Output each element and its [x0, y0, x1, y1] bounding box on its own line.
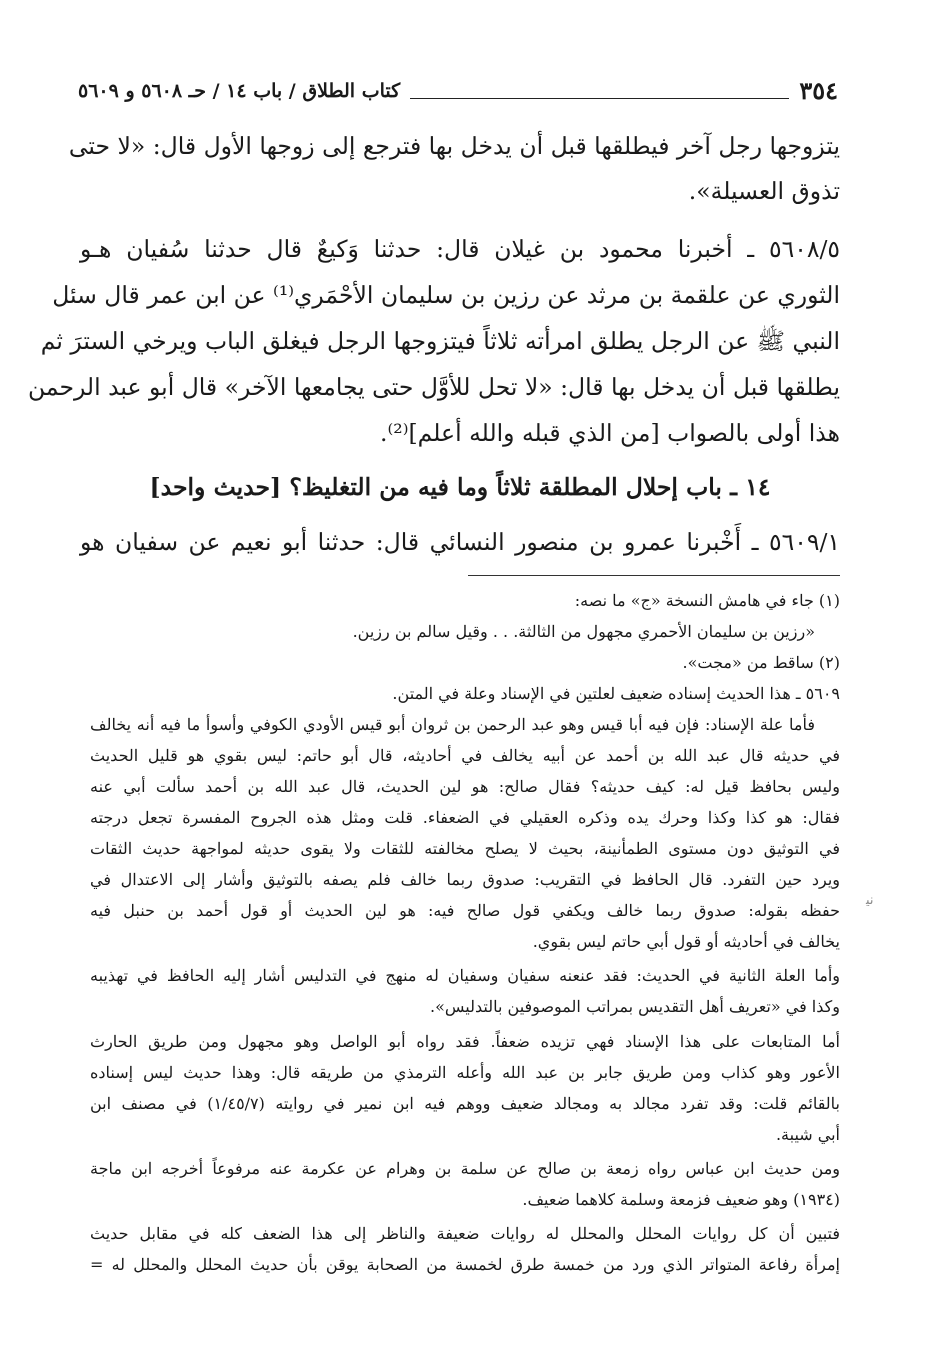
hadith-5608-line: ٥٦٠٨/٥ ـ أخبرنا محمود بن غيلان قال: حدثنا وَكيعٌ قال حدثنا سُفيان هـو: [80, 235, 840, 263]
commentary-line: بالقائم قلت: وقد تفرد مجالد به ومجالد ضعيف ووهم فيه ابن نمير في روايته (١/٤٥/٧) في مصنف ابن: [90, 1094, 841, 1113]
commentary-line: ويرد حين التفرد. قال الحافظ في التقريب: صدوق ربما خالف فلم يصفه بالتوثيق وأشار إلى الاعتدال في: [90, 870, 840, 889]
footnote-2: (٢) ساقط من «مجت».: [682, 653, 840, 672]
margin-mark: ﻧﯿ: [866, 893, 874, 908]
chapter-heading: ١٤ ـ باب إحلال المطلقة ثلاثاً وما فيه من التغليظ؟ [حديث واحد]: [149, 473, 771, 501]
main-line: يتزوجها رجل آخر فيطلقها قبل أن يدخل بها فترجع إلى زوجها الأول قال: «لا حتى: [68, 132, 840, 160]
hadith-5609-line: ٥٦٠٩/١ ـ أَخْبرنا عمرو بن منصور النسائي قال: حدثنا أبو نعيم عن سفيان هو: [80, 528, 840, 556]
footnote-1-text: «رزين بن سليمان الأحمري مجهول من الثالثة. . . وقيل سالم بن رزين.: [352, 622, 815, 641]
running-head: كتاب الطلاق / باب ١٤ / حـ ٥٦٠٨ و ٥٦٠٩: [78, 80, 401, 102]
commentary-line: في حديثه قال عبد الله بن أحمد عن أبيه يخالف في أحاديثه، قال أبو حاتم: ليس بقوي هو قليل الحديث: [90, 746, 840, 765]
page-header: [78, 72, 838, 106]
main-line: النبي ﷺ عن الرجل يطلق امرأته ثلاثاً فيتزوجها الرجل فيغلق الباب ويرخي السترَ ثم: [40, 327, 840, 355]
commentary-line: وأما العلة الثانية في الحديث: فقد عنعنه سفيان وسفيان له منهج في التدليس أشار إليه الحافظ في تهذيبه: [90, 966, 840, 985]
commentary-line: فأما علة الإسناد: فإن فيه أبا قيس وهو عبد الرحمن بن ثروان أبو قيس الأودي الكوفي وأسوأ ما فيه أنه يخالف: [90, 715, 815, 734]
commentary-line: إمرأة رفاعة المتواتر الذي ورد من خمسة طرق لخمسة من الصحابة يوقن بأن حديث المحلل والمحلل له =: [90, 1255, 840, 1274]
commentary-line: أما المتابعات على هذا الإسناد فهي تزيده ضعفاً. فقد رواه أبو الواصل وهو مجهول ومن طريق الحارث: [90, 1032, 840, 1051]
main-line: هذا أولى بالصواب [من الذي قبله والله أعلم]⁽²⁾.: [380, 419, 840, 447]
commentary-line: أبي شيبة.: [775, 1125, 840, 1144]
commentary-line: ومن حديث ابن عباس رواه زمعة بن صالح عن سلمة بن وهرام عن عكرمة عنه مرفوعاً أخرجه ابن ماجة: [90, 1159, 840, 1178]
commentary-line: الأعور وهو كذاب ومن طريق جابر بن عبد الله وأعله الترمذي من طريقه قال: وهذا حديث ليس إسناده: [90, 1063, 840, 1082]
commentary-line: فقال: هو كذا وكذا وحرك يده وذكره العقيلي في الضعفاء. قلت ومثل هذه الجروح المفسرة تجعل درجته: [90, 808, 840, 827]
main-line: الثوري عن علقمة بن مرثد عن رزين بن سليمان الأحْمَري⁽¹⁾ عن ابن عمر قال سئل: [52, 281, 840, 309]
commentary-line: يخالف في أحاديثه أو قول أبي حاتم ليس بقوي.: [532, 932, 840, 951]
main-line: يطلقها قبل أن يدخل بها قال: «لا تحل للأوَّل حتى يجامعها الآخر» قال أبو عبد الرحمن: [27, 373, 840, 401]
footnote-1: (١) جاء في هامش النسخة «ج» ما نصه:: [574, 591, 840, 610]
commentary-line: (١٩٣٤) وهو ضعيف فزمعة وسلمة كلاهما ضعيف.: [522, 1190, 840, 1209]
commentary-line: حفظه بقوله: صدوق ربما خالف ويكفي قول صالح فيه: هو لين الحديث أو قول أحمد بن حنبل فيه: [90, 901, 841, 920]
footnote-rule: [468, 575, 840, 576]
commentary-title: ٥٦٠٩ ـ هذا الحديث إسناده ضعيف لعلتين في الإسناد وعلة في المتن.: [392, 684, 840, 703]
commentary-line: وليس بحافظ قيل له: كيف حديثه؟ فقال صالح: هو لين الحديث، قال عبد الله بن أحمد سألت أبي عنه: [90, 777, 840, 796]
header-rule: [410, 98, 789, 99]
main-line: تذوق العسيلة».: [688, 177, 840, 205]
page-number: ٣٥٤: [799, 76, 838, 105]
commentary-line: فتبين أن كل روايات المحلل والمحلل له روايات ضعيفة والناظر إلى هذا الضعف كله في مقابل حديث: [90, 1224, 840, 1243]
commentary-line: في التوثيق دون مستوى الطمأنينة، بحيث لا يصلح مخالفته للثقات ولا يقوى حديثه لمواجهة حديث الثقات: [90, 839, 840, 858]
commentary-line: وكذا في «تعريف أهل التقديس بمراتب الموصوفين بالتدليس».: [430, 997, 840, 1016]
